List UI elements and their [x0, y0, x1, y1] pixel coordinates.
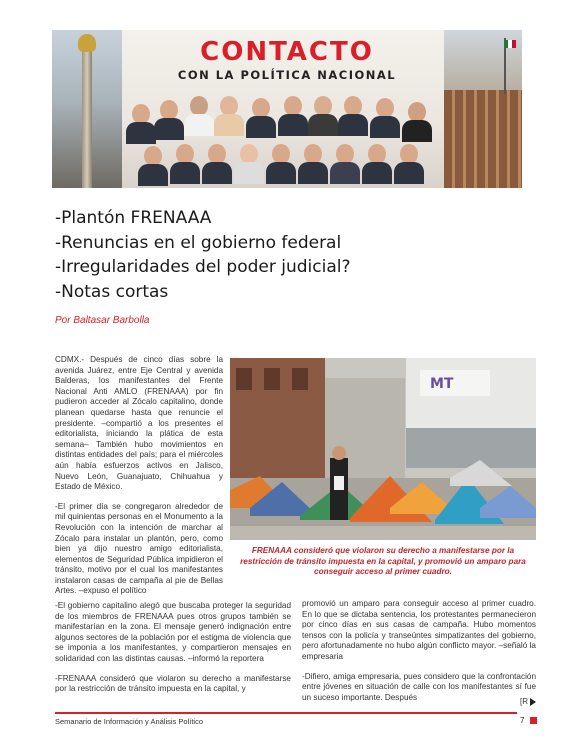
protest-photo [230, 358, 536, 540]
headline: -Plantón FRENAAA [55, 208, 212, 228]
paragraph: -El gobierno capitalino alegó que buscaba proteger la seguridad de los miembros de FRENAAA pues otros grupos también se manifestarían en la zona. El mensaje generó indignación entre algunos sectores de la población por el estigma de violencia que se imponía a los manifestantes, y compartieron mensajes en solidaridad con las distintas causas. –informó la reportera [55, 601, 291, 663]
portrait [154, 100, 184, 140]
portrait [370, 98, 400, 138]
photo-caption: FRENAAA consideró que violaron su derecho a manifestarse por la restricción de tránsito impuesta en la capital, y promovió un amparo para conseguir acceso al primer cuadro. [240, 546, 526, 576]
portrait [184, 96, 214, 136]
portrait [298, 144, 328, 184]
paragraph: -El primer día se congregaron alrededor de mil quinientas personas en el Monumento a la Revolución con la intención de marchar al Zócalo para instalar un plantón, pero, como bien ya dijo nuestro amigo editorialista, elementos de Seguridad Pública impidieron el tránsito, motivo por el cual los manifestantes instalaron casas de campaña al pie de Bellas Artes. –expuso el político [55, 501, 223, 596]
footer-rule [55, 712, 517, 714]
header-banner [52, 30, 522, 188]
magazine-logo: CONTACTO [200, 37, 374, 67]
left-column [55, 355, 223, 606]
paragraph: -FRENAAA consideró que violaron su derecho a manifestarse por la restricción de tránsito impuesta en la capital, y [55, 673, 291, 694]
portrait [330, 144, 360, 184]
headline-list [55, 206, 515, 304]
portrait [138, 146, 168, 186]
portrait [362, 144, 392, 184]
palace-facade [444, 90, 522, 188]
portrait [402, 102, 432, 142]
continue-marker [520, 697, 536, 706]
continue-label: [R [520, 697, 528, 706]
protest-camp-illustration [230, 358, 536, 540]
portrait [202, 144, 232, 184]
portrait [278, 96, 308, 136]
lower-left-column [55, 601, 291, 704]
lower-right-column [302, 599, 536, 712]
portrait [126, 104, 156, 144]
portrait [234, 144, 264, 184]
footer-square-icon [530, 717, 537, 724]
footer-publication: Semanario de Información y Análisis Político [55, 717, 203, 726]
building-sign: MT [430, 376, 454, 392]
portrait [308, 96, 338, 136]
headline: -Notas cortas [55, 281, 169, 302]
paragraph: promovió un amparo para conseguir acceso al primer cuadro. En lo que se dictaba sentencia, los protestantes permanecieron por cinco días en sus casas de campaña. Hubo momentos tensos con la policía y transeúntes simpatizantes del gobierno, pero afortunadamente no hubo algún conflicto mayor. –señaló la empresaria [302, 599, 536, 661]
paragraph: CDMX.- Después de cinco días sobre la avenida Juárez, entre Eje Central y avenida Balderas, los manifestantes del Frente Nacional Anti AMLO (FRENAAA) por fin pudieron acceder al Zócalo capitalino, donde planean quedarse hasta que renuncie el presidente. –compartió a los presentes el editorialista, iniciando la plática de esta semana– También hubo movimientos en distintas entidades del país; para el miércoles aún había esfuerzos activos en Jalisco, Nuevo León, Guanajuato, Chihuahua y Estado de México. [55, 355, 223, 492]
page-number: 7 [520, 716, 525, 725]
headline: -Irregularidades del poder judicial? [55, 257, 351, 277]
continue-arrow-icon [530, 698, 536, 706]
portrait [214, 96, 244, 136]
headline: -Renuncias en el gobierno federal [55, 232, 342, 253]
portrait [394, 144, 424, 184]
paragraph: -Difiero, amiga empresaria, pues considero que la confrontación entre jóvenes en situación de calle con los manifestantes sí fue un suceso importante. Después [302, 671, 536, 702]
portrait [266, 144, 296, 184]
magazine-subtitle: CON LA POLÍTICA NACIONAL [177, 68, 397, 82]
portrait [246, 98, 276, 138]
portrait [338, 96, 368, 136]
politicians-collage [124, 100, 444, 188]
byline: Por Baltasar Barbolla [55, 315, 150, 326]
portrait [170, 144, 200, 184]
